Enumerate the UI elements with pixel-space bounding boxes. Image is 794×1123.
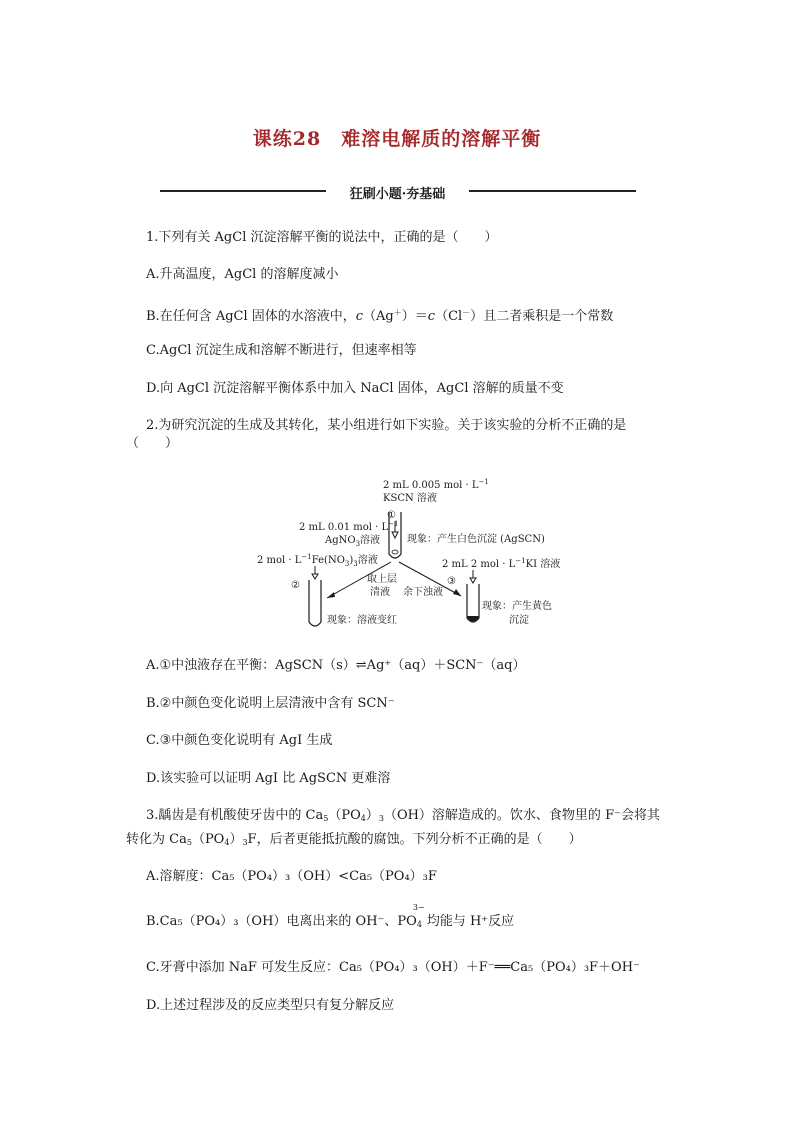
section-title: 狂刷小题·夯基础 [349,187,446,202]
section-header [160,183,636,202]
page-title: 课练28 难溶电解质的溶解平衡 [252,128,542,150]
experiment-diagram [255,476,565,636]
q3-stem-line1: 3.龋齿是有机酸使牙齿中的 $Ca_5(PO_4)_3(OH)$溶解造成的。饮水、食物里的 F⁻会将其 [146,808,660,823]
q1-option-c: C.AgCl 沉淀生成和溶解不断进行，但速率相等 [146,343,417,358]
phenomenon-2: 现象：溶液变红 [327,615,397,626]
q3-option-a: A.溶解度：Ca₅（PO₄）₃（OH）<Ca₅（PO₄）₃F [146,869,437,884]
q3-option-b: B.Ca₅（PO₄）₃（OH）电离出来的 OH⁻、PO 3− $_4$ 均能与 H⁺反应 [146,903,515,929]
q1-stem: 1.下列有关 AgCl 沉淀溶解平衡的说法中，正确的是（ ） [146,230,498,245]
phenomenon-1: 现象：产生白色沉淀 (AgSCN) [407,534,545,545]
q1-option-b: B.在任何含 AgCl 固体的水溶液中，c（Ag＋）＝c（Cl－）且二者乘积是一个常数 [146,308,614,324]
arrow-left-head [327,592,335,598]
q3-option-c: C.牙膏中添加 NaF 可发生反应：Ca₅（PO₄）₃（OH）＋F⁻══Ca₅（PO₄）₃F＋OH⁻ [146,960,640,975]
dropper-2-icon [312,566,318,579]
reagent2-label: 2 mol · $L^{-1}Fe(NO_3)_3$溶液 [257,553,378,568]
phenomenon-3-line2: 沉淀 [509,615,529,626]
take-upper-line1: 取上层 [367,574,397,585]
reagent0-line1: 2 mL 0.01 mol · $L^{-1}$ [299,520,399,533]
rest-label: 余下浊液 [403,587,443,598]
tube-1-precipitate [392,550,398,554]
q2-option-a: A.①中浊液存在平衡：AgSCN（s）⇌Ag⁺（aq）＋SCN⁻（aq） [146,658,526,673]
mark-3: ③ [447,576,456,587]
section-rule-left [160,190,326,192]
section-rule-right [469,190,636,192]
mark-1: ① [387,510,396,521]
q2-option-d: D.该实验可以证明 AgI 比 AgSCN 更难溶 [146,771,391,786]
q2-option-b: B.②中颜色变化说明上层清液中含有 SCN⁻ [146,696,395,711]
q3-stem-line2: 转化为 $Ca_5(PO_4)_3F$，后者更能抵抗酸的腐蚀。下列分析不正确的是（ ） [126,832,582,847]
q1-option-d: D.向 AgCl 沉淀溶解平衡体系中加入 NaCl 固体，AgCl 溶解的质量不变 [146,381,564,396]
reagent1-line2: KSCN 溶液 [383,493,437,504]
reagent3-label: 2 mL 2 mol · $L^{-1}KI$ 溶液 [442,557,561,570]
reagent0-line2: AgNO$_3$溶液 [325,535,381,548]
reagent1-line1: 2 mL 0.005 mol · $L^{-1}$ [383,478,489,491]
test-tube-2 [309,580,321,626]
dropper-3-icon [470,570,476,583]
q2-option-c: C.③中颜色变化说明有 AgI 生成 [146,733,333,748]
q3-option-d: D.上述过程涉及的反应类型只有复分解反应 [146,998,395,1013]
take-upper-line2: 清液 [370,587,390,598]
mark-2: ② [291,580,300,591]
q1-option-a: A.升高温度，AgCl 的溶解度减小 [146,267,339,282]
arrow-right-head [453,589,461,596]
phenomenon-3-line1: 现象：产生黄色 [482,601,552,612]
q2-stem: 2.为研究沉淀的生成及其转化，某小组进行如下实验。关于该实验的分析不正确的是（ ） [126,418,627,451]
